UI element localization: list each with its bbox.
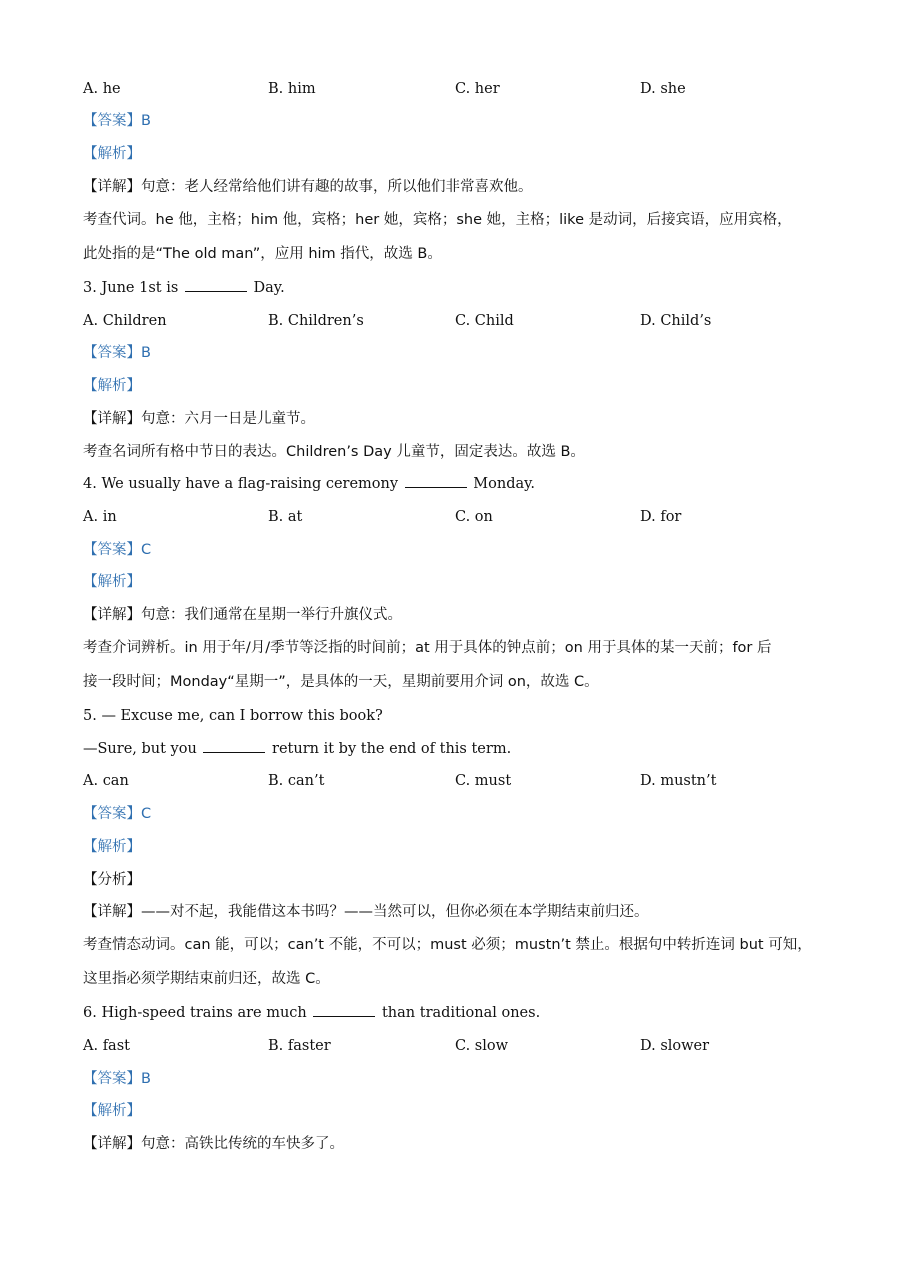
question-line [83, 740, 511, 758]
answer-blank [405, 475, 467, 488]
question-text: 3. June 1st is [83, 280, 183, 296]
analysis-label: 【解析】 [83, 378, 141, 394]
question-text: 6. High-speed trains are much [83, 1005, 312, 1021]
option-a: A. fast [83, 1038, 130, 1054]
answer-blank [313, 1004, 375, 1017]
question-line [83, 475, 535, 493]
question-text-end: than traditional ones. [377, 1005, 541, 1021]
question-line [83, 1004, 540, 1022]
explanation-text: 考查名词所有格中节日的表达。Children’s Day 儿童节，固定表达。故选 B。 [83, 444, 585, 460]
option-c: C. Child [455, 313, 514, 329]
answer-blank [203, 740, 265, 753]
option-d: D. slower [640, 1038, 710, 1054]
question-text: 4. We usually have a flag-raising ceremony [83, 476, 403, 492]
analysis-label: 【解析】 [83, 146, 141, 162]
explanation-text: 考查情态动词。can 能，可以；can’t 不能，不可以；must 必须；mustn’t 禁止。根据句中转折连词 but 可知， [83, 937, 812, 953]
explanation-text: 【详解】——对不起，我能借这本书吗？——当然可以，但你必须在本学期结束前归还。 [83, 904, 649, 920]
answer-label: 【答案】C [83, 542, 152, 558]
answer-blank [185, 279, 247, 292]
analysis-label: 【解析】 [83, 839, 141, 855]
answer-label: 【答案】B [83, 113, 151, 129]
option-a: A. can [83, 773, 129, 789]
explanation-text: 这里指必须学期结束前归还，故选 C。 [83, 971, 330, 987]
question-line [83, 279, 285, 297]
option-b: B. Children’s [268, 313, 364, 329]
analysis-label: 【解析】 [83, 574, 141, 590]
option-d: D. mustn’t [640, 773, 717, 789]
option-a: A. Children [83, 313, 167, 329]
option-b: B. at [268, 509, 303, 525]
analysis-label: 【解析】 [83, 1103, 141, 1119]
explanation-text: 考查代词。he 他，主格；him 他，宾格；her 她，宾格；she 她，主格；like 是动词，后接宾语，应用宾格， [83, 212, 792, 228]
option-d: D. she [640, 81, 686, 97]
question-text-end: Day. [248, 280, 285, 296]
option-d: D. for [640, 509, 682, 525]
option-b: B. can’t [268, 773, 325, 789]
option-c: C. on [455, 509, 493, 525]
explanation-text: 【分析】 [83, 872, 141, 888]
answer-label: 【答案】C [83, 806, 152, 822]
option-b: B. him [268, 81, 316, 97]
question-text-end: Monday. [468, 476, 535, 492]
option-c: C. must [455, 773, 512, 789]
answer-label: 【答案】B [83, 1071, 151, 1087]
question-line: 5. — Excuse me, can I borrow this book? [83, 708, 383, 724]
question-text: —Sure, but you [83, 741, 202, 757]
option-c: C. slow [455, 1038, 509, 1054]
question-text-end: return it by the end of this term. [267, 741, 512, 757]
explanation-text: 考查介词辨析。in 用于年/月/季节等泛指的时间前；at 用于具体的钟点前；on 用于具体的某一天前；for 后 [83, 640, 772, 656]
option-c: C. her [455, 81, 500, 97]
explanation-text: 接一段时间；Monday“星期一”，是具体的一天，星期前要用介词 on，故选 C。 [83, 674, 599, 690]
explanation-text: 【详解】句意：六月一日是儿童节。 [83, 411, 315, 427]
option-b: B. faster [268, 1038, 331, 1054]
option-d: D. Child’s [640, 313, 712, 329]
explanation-text: 【详解】句意：老人经常给他们讲有趣的故事，所以他们非常喜欢他。 [83, 179, 533, 195]
option-a: A. in [83, 509, 117, 525]
explanation-text: 【详解】句意：高铁比传统的车快多了。 [83, 1136, 344, 1152]
explanation-text: 此处指的是“The old man”，应用 him 指代，故选 B。 [83, 246, 442, 262]
explanation-text: 【详解】句意：我们通常在星期一举行升旗仪式。 [83, 607, 402, 623]
answer-label: 【答案】B [83, 345, 151, 361]
option-a: A. he [83, 81, 121, 97]
